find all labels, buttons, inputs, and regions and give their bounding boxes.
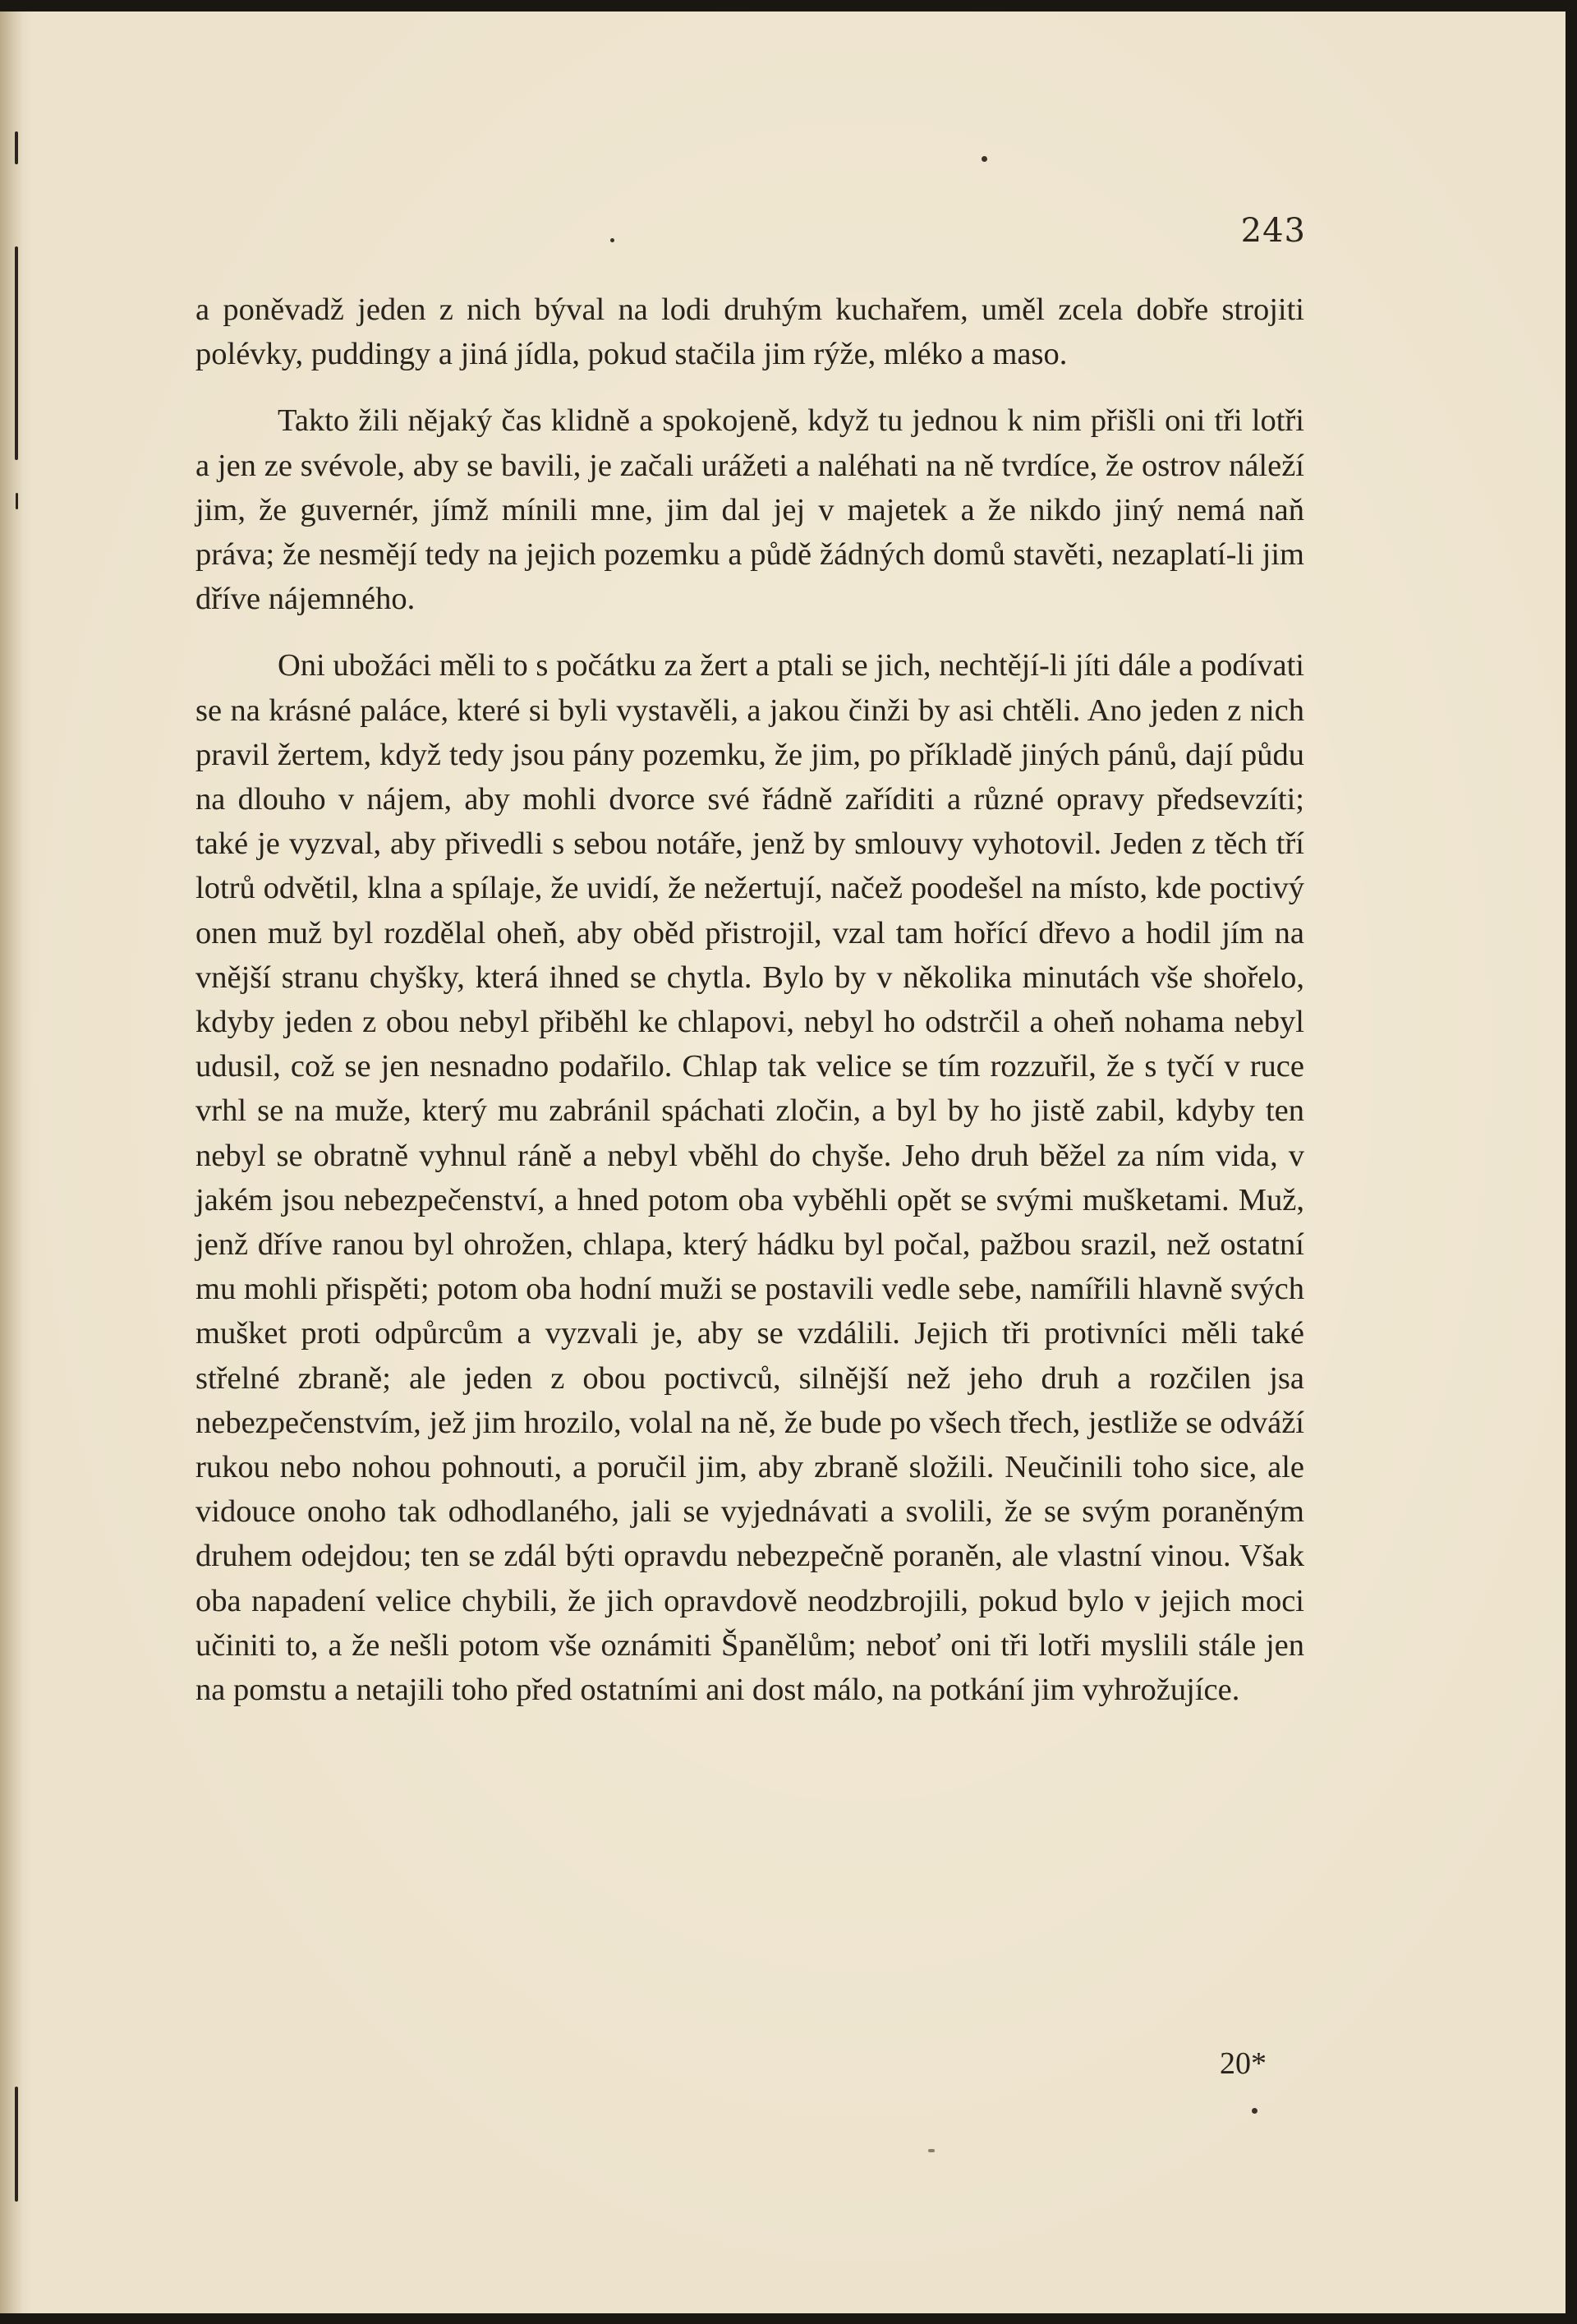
binding-mark bbox=[15, 246, 18, 460]
body-text bbox=[195, 288, 1304, 1712]
speck-dot bbox=[610, 238, 614, 242]
binding-mark bbox=[16, 493, 18, 509]
speck-dot bbox=[982, 156, 987, 162]
binding-mark bbox=[15, 2087, 18, 2202]
speck-dot bbox=[928, 2149, 935, 2152]
paragraph: Takto žili nějaký čas klidně a spokojeně, když tu jednou k nim přišli oni tři lotři a jen ze svévole, aby se bavili, je začali urážeti a naléhati na ně tvrdíce, že ostrov náleží jim, že guvernér, jímž mínili mne, jim dal jej v majetek a že nikdo jiný nemá naň práva; že nesmějí tedy na jejich pozemku a půdě žádných domů stavěti, nezaplatí-li jim dříve nájemného. bbox=[195, 403, 1304, 617]
page-binding-edge bbox=[0, 12, 23, 2313]
printer-signature-mark: 20* bbox=[1220, 2046, 1267, 2081]
speck-dot bbox=[1252, 2108, 1257, 2114]
paragraph: Oni ubožáci měli to s počátku za žert a ptali se jich, nechtějí-li jíti dále a podívati se na krásné paláce, které si byli vystavěli, a jakou činži by asi chtěli. Ano jeden z nich pravil žertem, když tedy jsou pány pozemku, že jim, po příkladě jiných pánů, dají půdu na dlouho v nájem, aby mohli dvorce své řádně zaříditi a různé opravy předsevzíti; také je vyzval, aby přivedli s sebou notáře, jenž by smlouvy vyhotovil. Jeden z těch tří lotrů odvětil, klna a spílaje, že uvidí, že nežertují, načež poodešel na místo, kde poctivý onen muž byl rozdělal oheň, aby oběd přistrojil, vzal tam hořící dřevo a hodil jím na vnější stranu chyšky, která ihned se chytla. Bylo by v několika minutách vše shořelo, kdyby jeden z obou nebyl přiběhl ke chlapovi, nebyl ho odstrčil a oheň nohama nebyl udusil, což se jen nesnadno podařilo. Chlap tak velice se tím rozzuřil, že s tyčí v ruce vrhl se na muže, který mu zabránil spáchati zločin, a byl by ho jistě zabil, kdyby ten nebyl se obratně vyhnul ráně a nebyl vběhl do chyše. Jeho druh běžel za ním vida, v jakém jsou nebezpečenství, a hned potom oba vyběhli opět se svými mušketami. Muž, jenž dříve ranou byl ohrožen, chlapa, který hádku byl počal, pažbou srazil, než ostatní mu mohli přispěti; potom oba hodní muži se postavili vedle sebe, namířili hlavně svých mušket proti odpůrcům a vyzvali je, aby se vzdálili. Jejich tři protivníci měli také střelné zbraně; ale jeden z obou poctivců, silnější než jeho druh a rozčilen jsa nebezpečenstvím, jež jim hrozilo, volal na ně, že bude po všech třech, jestliže se odváží rukou nebo nohou pohnouti, a poručil jim, aby zbraně složili. Neučinili toho sice, ale vidouce onoho tak odhodlaného, jali se vyjednávati a svolili, že se svým poraněným druhem odejdou; ten se zdál býti opravdu nebezpečně poraněn, ale vlastní vinou. Však oba napadení velice chybili, že jich opravdově neodzbrojili, pokud bylo v jejich moci učiniti to, a že nešli potom vše oznámiti Španělům; neboť oni tři lotři myslili stále jen na pomstu a netajili toho před ostatními ani dost málo, na potkání jim vyhrožujíce. bbox=[195, 648, 1304, 1708]
binding-mark bbox=[15, 131, 18, 164]
page-number: 243 bbox=[1240, 212, 1306, 250]
paragraph: a poněvadž jeden z nich býval na lodi druhým kuchařem, uměl zcela dobře strojiti polévky, puddingy a jiná jídla, pokud stačila jim rýže, mléko a maso. bbox=[195, 292, 1304, 372]
